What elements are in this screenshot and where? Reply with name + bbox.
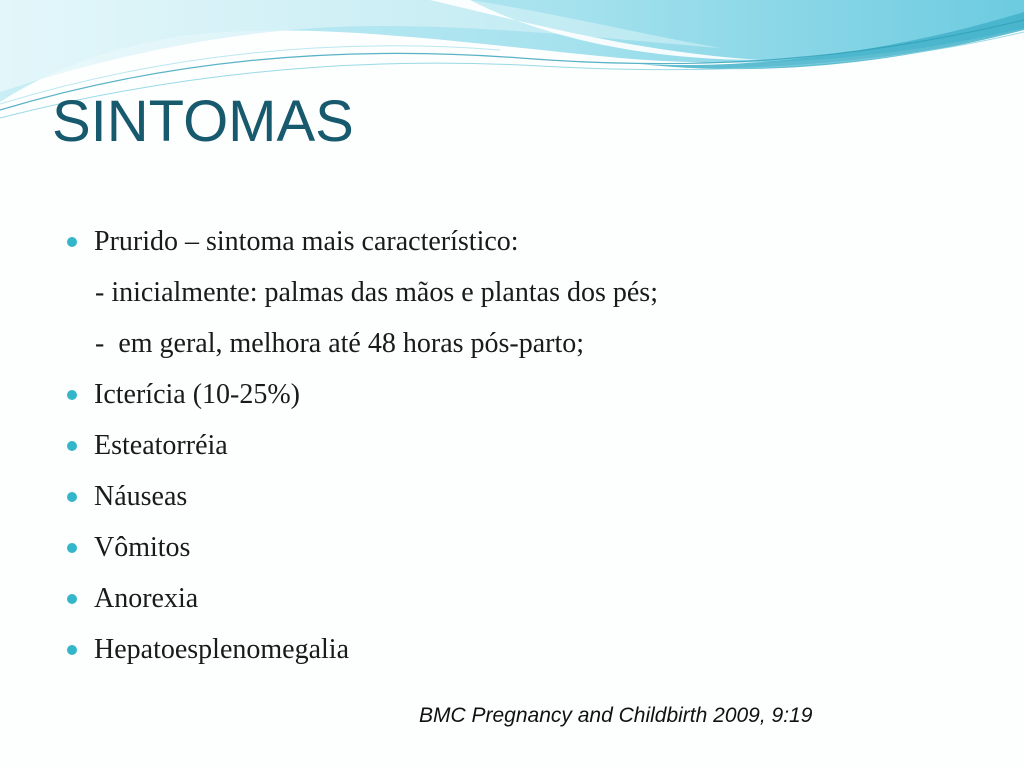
bullet-dot-icon (67, 594, 77, 604)
list-item-text: Esteatorréia (94, 430, 228, 461)
bullet-dot-icon (67, 543, 77, 553)
list-item-anorexia (64, 579, 964, 630)
symptom-list (64, 222, 964, 681)
list-item-ictericia (64, 375, 964, 426)
citation: BMC Pregnancy and Childbirth 2009, 9:19 (419, 704, 813, 727)
bullet-dot-icon (67, 390, 77, 400)
bullet-dot-icon (67, 237, 77, 247)
sub-item-text: - em geral, melhora até 48 horas pós-parto; (95, 328, 585, 359)
bullet-dot-icon (67, 492, 77, 502)
bullet-dot-icon (67, 441, 77, 451)
bullet-dot-icon (67, 645, 77, 655)
sub-item-text: - inicialmente: palmas das mãos e plantas dos pés; (95, 277, 658, 308)
list-item-prurido (64, 222, 964, 273)
list-item-vomitos (64, 528, 964, 579)
list-item-text: Hepatoesplenomegalia (94, 634, 350, 665)
slide-title: SINTOMAS (52, 89, 354, 154)
list-item-esteatorreia (64, 426, 964, 477)
list-item-text: Vômitos (94, 532, 191, 563)
list-item-hepatoesplenomegalia (64, 630, 964, 681)
list-item-text: Náuseas (94, 481, 188, 512)
sub-item-inicialmente (64, 273, 964, 324)
list-item-text: Prurido – sintoma mais característico: (94, 226, 519, 257)
list-item-text: Icterícia (10-25%) (94, 379, 300, 410)
sub-item-melhora (64, 324, 964, 375)
list-item-nauseas (64, 477, 964, 528)
list-item-text: Anorexia (94, 583, 199, 614)
